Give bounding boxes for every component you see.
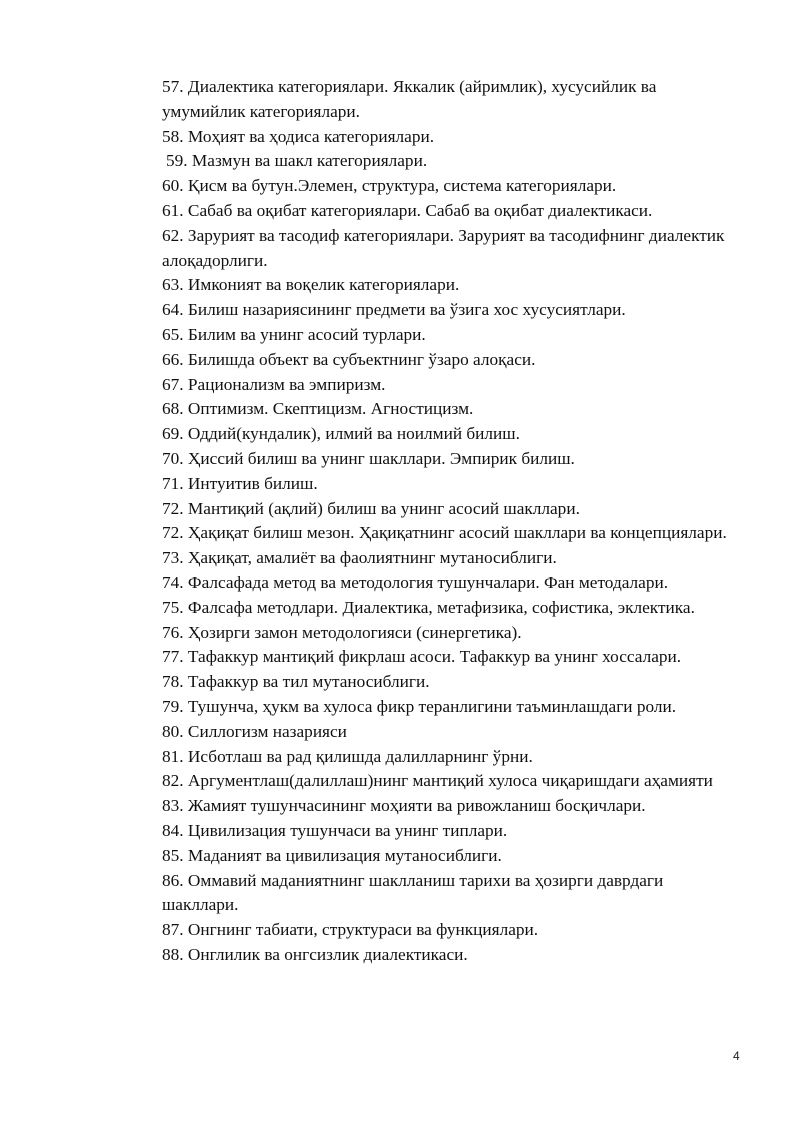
list-item: 82. Аргументлаш(далиллаш)нинг мантиқий хулоса чиқаришдаги аҳамияти (162, 771, 713, 791)
list-item: 64. Билиш назариясининг предмети ва ўзига хос хусусиятлари. (162, 300, 626, 320)
list-item: 67. Рационализм ва эмпиризм. (162, 374, 386, 394)
list-item: 61. Сабаб ва оқибат категориялари. Сабаб ва оқибат диалектикаси. (162, 200, 653, 220)
list-item: 72. Мантиқий (ақлий) билиш ва унинг асосий шакллари. (162, 498, 580, 518)
page-number: 4 (733, 1049, 740, 1063)
list-item: 73. Ҳақиқат, амалиёт ва фаолиятнинг мутаносиблиги. (162, 548, 557, 568)
list-item: 81. Исботлаш ва рад қилишда далилларнинг ўрни. (162, 746, 533, 766)
list-item: 84. Цивилизация тушунчаси ва унинг типлари. (162, 820, 508, 840)
list-item: 87. Онгнинг табиати, структураси ва функциялари. (162, 920, 539, 940)
list-item: 70. Ҳиссий билиш ва унинг шакллари. Эмпирик билиш. (162, 448, 575, 468)
list-item: 57. Диалектика категориялари. Яккалик (айримлик), хусусийлик ва умумийлик категориялари. (162, 77, 657, 121)
list-item: 77. Тафаккур мантиқий фикрлаш асоси. Тафаккур ва унинг хоссалари. (162, 647, 682, 667)
list-item: 65. Билим ва унинг асосий турлари. (162, 324, 426, 344)
list-item: 58. Моҳият ва ҳодиса категориялари. (162, 126, 435, 146)
list-item: 86. Оммавий маданиятнинг шаклланиш тарихи ва ҳозирги даврдаги шакллари. (162, 870, 664, 915)
list-item: 62. Зарурият ва тасодиф категориялари. Зарурият ва тасодифнинг диалектик алоқадорлиги. (162, 225, 725, 270)
list-item: 76. Ҳозирги замон методологияси (синергетика). (162, 622, 522, 642)
list-item: 83. Жамият тушунчасининг моҳияти ва ривожланиш босқичлари. (162, 796, 646, 816)
list-item: 71. Интуитив билиш. (162, 473, 318, 493)
list-item: 63. Имконият ва воқелик категориялари. (162, 275, 460, 295)
list-item: 85. Маданият ва цивилизация мутаносиблиги. (162, 845, 502, 865)
list-item: 88. Онглилик ва онгсизлик диалектикаси. (162, 944, 468, 964)
list-item: 66. Билишда объект ва субъектнинг ўзаро алоқаси. (162, 349, 536, 369)
questions-list (162, 75, 742, 968)
list-item: 75. Фалсафа методлари. Диалектика, метафизика, софистика, эклектика. (162, 597, 695, 617)
list-item: 69. Оддий(кундалик), илмий ва ноилмий билиш. (162, 424, 520, 444)
list-item: 68. Оптимизм. Скептицизм. Агностицизм. (162, 399, 474, 419)
list-item: 74. Фалсафада метод ва методология тушунчалари. Фан методалари. (162, 572, 669, 592)
list-item: 79. Тушунча, ҳукм ва хулоса фикр теранлигини таъминлашдаги роли. (162, 696, 677, 716)
list-item: 60. Қисм ва бутун.Элемен, структура, система категориялари. (162, 176, 617, 196)
list-item: 80. Силлогизм назарияси (162, 721, 347, 741)
list-item: 78. Тафаккур ва тил мутаносиблиги. (162, 672, 430, 692)
list-item: 59. Мазмун ва шакл категориялари. (166, 151, 428, 171)
list-item: 72. Ҳақиқат билиш мезон. Ҳақиқатнинг асосий шакллари ва концепциялари. (162, 523, 727, 543)
